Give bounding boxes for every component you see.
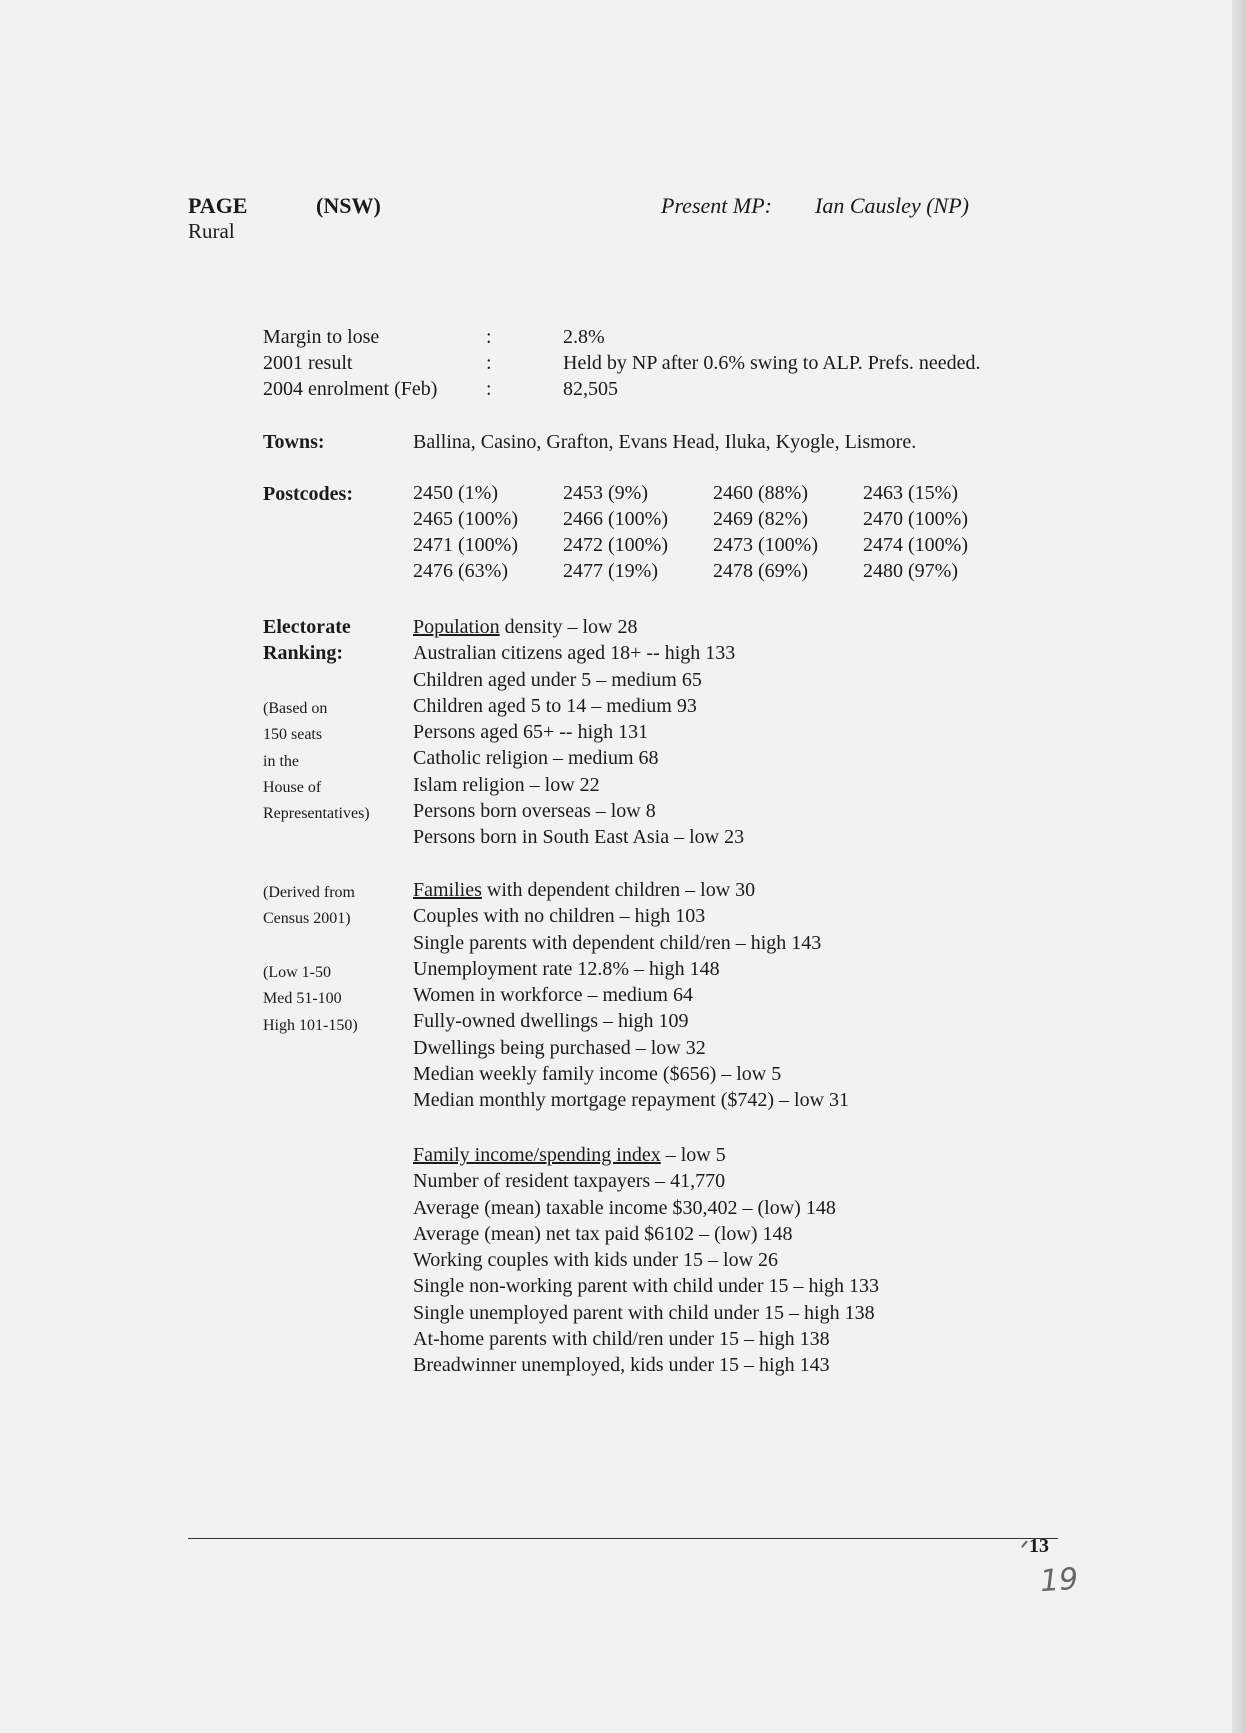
ranking-label-line2: Ranking: <box>263 642 344 664</box>
summary-value-margin: 2.8% <box>563 326 605 348</box>
note-line: High 101-150) <box>263 1016 358 1034</box>
postcode-item: 2473 (100%) <box>713 534 818 556</box>
postcode-item: 2463 (15%) <box>863 482 958 504</box>
postcode-item: 2477 (19%) <box>563 560 658 582</box>
summary-sep: : <box>486 378 492 400</box>
note-line: (Based on <box>263 700 328 717</box>
note-line: (Low 1-50 <box>263 964 331 981</box>
ranking-item: Dwellings being purchased – low 32 <box>413 1036 706 1059</box>
postcode-item: 2476 (63%) <box>413 560 508 582</box>
towns-value: Ballina, Casino, Grafton, Evans Head, Iluka, Kyogle, Lismore. <box>413 431 917 453</box>
postcode-item: 2471 (100%) <box>413 534 518 556</box>
page-edge-shadow <box>1232 0 1246 1733</box>
postcode-item: 2453 (9%) <box>563 482 648 504</box>
seat-name: PAGE <box>188 193 248 218</box>
families-block <box>413 877 849 1114</box>
summary-value-enrolment: 82,505 <box>563 378 618 400</box>
summary-sep: : <box>486 352 492 374</box>
ranking-item: Number of resident taxpayers – 41,770 <box>413 1170 726 1193</box>
postcode-item: 2474 (100%) <box>863 534 968 556</box>
note-line: Representatives) <box>263 805 370 823</box>
present-mp-label: Present MP: <box>661 193 772 218</box>
ranking-item: Single parents with dependent child/ren – high 143 <box>413 931 822 954</box>
postcode-item: 2470 (100%) <box>863 508 968 530</box>
summary-sep: : <box>486 326 492 348</box>
ranking-notes-scale <box>263 960 358 1039</box>
ranking-item: Children aged 5 to 14 – medium 93 <box>413 694 697 717</box>
note-line: in the <box>263 752 299 770</box>
postcodes-grid <box>413 480 1013 584</box>
ranking-item: Unemployment rate 12.8% – high 148 <box>413 957 720 980</box>
ranking-item: Working couples with kids under 15 – low 26 <box>413 1249 779 1272</box>
ranking-item: Single non-working parent with child under 15 – high 133 <box>413 1275 880 1298</box>
families-heading-rest: with dependent children – low 30 <box>481 879 756 901</box>
ranking-item: Median weekly family income ($656) – low 5 <box>413 1063 782 1086</box>
families-heading <box>413 877 849 903</box>
income-heading-underlined: Family income/spending index <box>413 1144 661 1166</box>
postcode-item: 2469 (82%) <box>713 508 808 530</box>
ranking-item: Average (mean) taxable income $30,402 – (low) 148 <box>413 1196 836 1219</box>
ranking-item: Fully-owned dwellings – high 109 <box>413 1010 689 1033</box>
ranking-item: Catholic religion – medium 68 <box>413 747 659 770</box>
population-heading-rest: density – low 28 <box>499 616 638 638</box>
note-line: 150 seats <box>263 726 323 744</box>
ranking-label-line1: Electorate <box>263 616 351 638</box>
income-heading-rest: – low 5 <box>660 1144 726 1166</box>
ranking-item: Women in workforce – medium 64 <box>413 984 693 1007</box>
state-label: (NSW) <box>316 193 381 218</box>
note-line: (Derived from <box>263 884 355 901</box>
ranking-item: At-home parents with child/ren under 15 – high 138 <box>413 1328 830 1351</box>
present-mp-name: Ian Causley (NP) <box>815 193 969 218</box>
summary-label-margin: Margin to lose <box>263 326 380 348</box>
population-block <box>413 614 744 851</box>
ranking-item: Persons aged 65+ -- high 131 <box>413 721 649 744</box>
note-line: Census 2001) <box>263 910 351 928</box>
ranking-item: Persons born overseas – low 8 <box>413 800 656 823</box>
ranking-item: Breadwinner unemployed, kids under 15 – high 143 <box>413 1354 830 1377</box>
income-block <box>413 1142 879 1379</box>
postcode-item: 2466 (100%) <box>563 508 668 530</box>
ranking-notes-source <box>263 880 355 933</box>
note-line: House of <box>263 778 322 796</box>
population-heading <box>413 614 744 640</box>
ranking-item: Median monthly mortgage repayment ($742) – low 31 <box>413 1089 850 1112</box>
towns-label: Towns: <box>263 431 325 453</box>
page-number: 13 <box>1029 1535 1049 1557</box>
ranking-item: Islam religion – low 22 <box>413 773 600 796</box>
families-heading-underlined: Families <box>413 879 482 901</box>
ranking-item: Australian citizens aged 18+ -- high 133 <box>413 642 736 665</box>
postcode-item: 2460 (88%) <box>713 482 808 504</box>
income-heading <box>413 1142 879 1168</box>
note-line: Med 51-100 <box>263 990 342 1008</box>
postcode-item: 2450 (1%) <box>413 482 498 504</box>
ranking-item: Couples with no children – high 103 <box>413 905 706 928</box>
ranking-item: Single unemployed parent with child under 15 – high 138 <box>413 1301 875 1324</box>
seat-category: Rural <box>188 219 235 243</box>
population-heading-underlined: Population <box>413 616 500 638</box>
postcode-item: 2478 (69%) <box>713 560 808 582</box>
handwritten-page-number: 19 <box>1038 1561 1080 1600</box>
ranking-item: Persons born in South East Asia – low 23 <box>413 826 745 849</box>
summary-label-result: 2001 result <box>263 352 353 374</box>
ranking-item: Children aged under 5 – medium 65 <box>413 668 702 691</box>
postcodes-label: Postcodes: <box>263 483 353 505</box>
ranking-notes-basis <box>263 696 370 827</box>
postcode-item: 2465 (100%) <box>413 508 518 530</box>
postcode-item: 2472 (100%) <box>563 534 668 556</box>
summary-value-result: Held by NP after 0.6% swing to ALP. Prefs. needed. <box>563 352 981 374</box>
postcode-item: 2480 (97%) <box>863 560 958 582</box>
ranking-item: Average (mean) net tax paid $6102 – (low) 148 <box>413 1222 793 1245</box>
footer-rule <box>188 1538 1058 1539</box>
summary-label-enrolment: 2004 enrolment (Feb) <box>263 378 438 400</box>
